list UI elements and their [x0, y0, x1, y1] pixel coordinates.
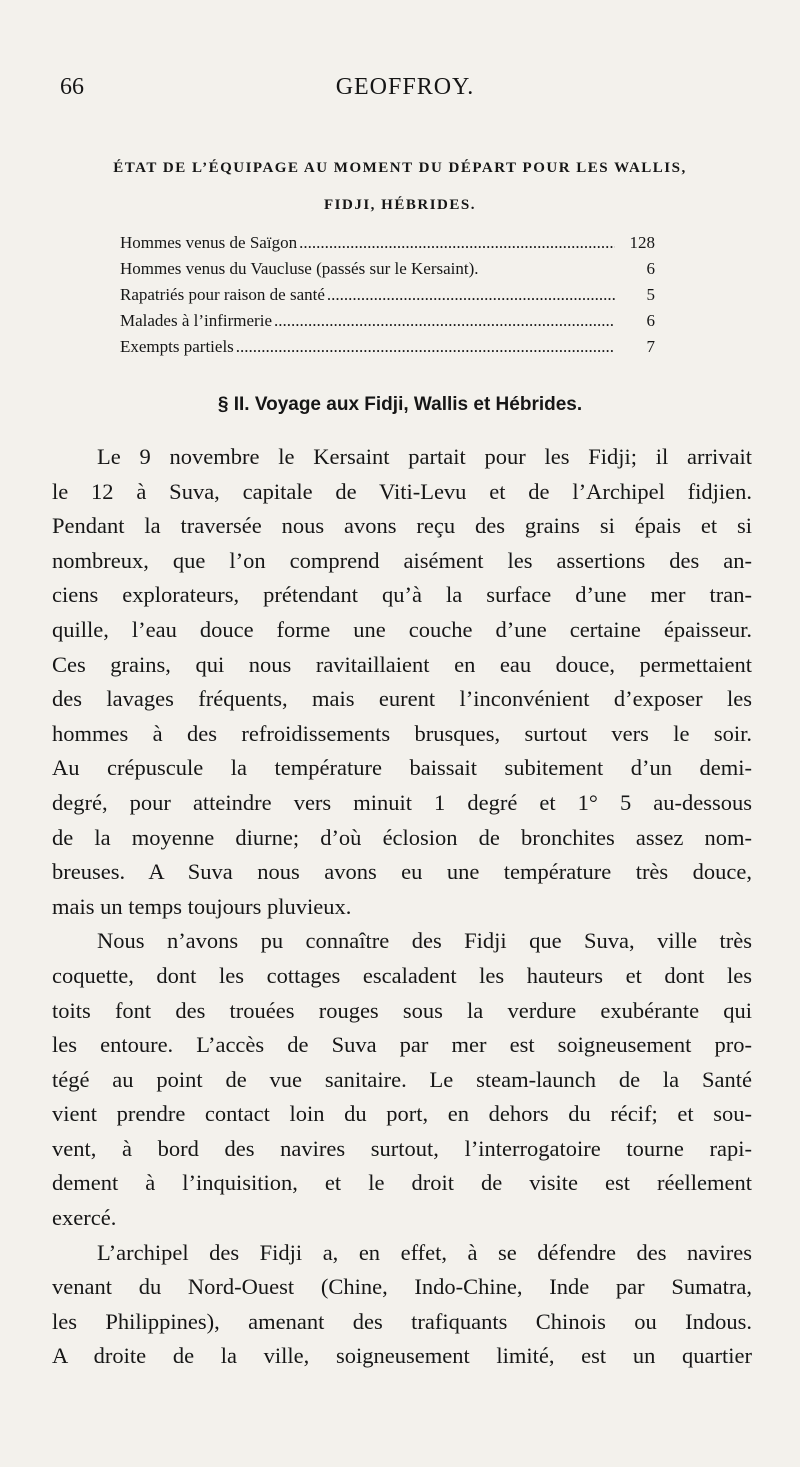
text-line: coquette, dont les cottages escaladent les hauteurs et dont les — [52, 962, 752, 988]
crew-value: 6 — [646, 311, 655, 330]
text-line: hommes à des refroidissements brusques, surtout vers le soir. — [52, 720, 752, 746]
crew-value: 6 — [646, 259, 655, 278]
body-text — [52, 440, 752, 1374]
text-line: de la moyenne diurne; d’où éclosion de bronchites assez nom- — [52, 824, 752, 850]
text-line: tégé au point de vue sanitaire. Le steam-launch de la Santé — [52, 1066, 752, 1092]
crew-value: 5 — [646, 285, 655, 304]
crew-row — [120, 308, 655, 334]
paragraph-2 — [52, 924, 752, 1235]
text-line: les entoure. L’accès de Suva par mer est soigneusement pro- — [52, 1032, 752, 1058]
text-line: quille, l’eau douce forme une couche d’une certaine épaisseur. — [52, 616, 752, 642]
text-line: mais un temps toujours pluvieux. — [52, 893, 352, 919]
section-heading: § II. Voyage aux Fidji, Wallis et Hébrides. — [217, 394, 583, 415]
text-line: Pendant la traversée nous avons reçu des grains si épais et si — [52, 513, 752, 539]
leader-dots — [272, 308, 615, 334]
text-line: L’archipel des Fidji a, en effet, à se défendre des navires — [97, 1239, 752, 1265]
text-line: ciens explorateurs, prétendant qu’à la surface d’une mer tran- — [52, 582, 752, 608]
leader-dots — [234, 334, 615, 360]
crew-row — [120, 282, 655, 308]
table-title-line: FIDJI, HÉBRIDES. — [324, 197, 476, 213]
crew-table — [120, 230, 655, 360]
crew-row — [120, 230, 655, 256]
paragraph-1 — [52, 440, 752, 924]
text-line: venant du Nord-Ouest (Chine, Indo-Chine, Inde par Sumatra, — [52, 1274, 752, 1300]
text-line: Nous n’avons pu connaître des Fidji que Suva, ville très — [97, 928, 752, 954]
table-title — [100, 150, 700, 224]
leader-dots — [297, 230, 615, 256]
table-title-line: ÉTAT DE L’ÉQUIPAGE AU MOMENT DU DÉPART POUR LES WALLIS, — [113, 160, 687, 176]
crew-value: 7 — [646, 337, 655, 356]
text-line: Au crépuscule la température baissait subitement d’un demi- — [52, 755, 752, 781]
text-line: les Philippines), amenant des trafiquants Chinois ou Indous. — [52, 1308, 752, 1334]
text-line: vent, à bord des navires surtout, l’interrogatoire tourne rapi- — [52, 1135, 752, 1161]
crew-label: Rapatriés pour raison de santé — [120, 285, 325, 304]
crew-label: Exempts partiels — [120, 337, 234, 356]
crew-label: Malades à l’infirmerie — [120, 311, 272, 330]
text-line: A droite de la ville, soigneusement limité, est un quartier — [52, 1343, 752, 1369]
crew-value: 128 — [629, 233, 655, 252]
crew-row — [120, 256, 655, 282]
crew-row — [120, 334, 655, 360]
running-head — [60, 74, 750, 110]
text-line: Le 9 novembre le Kersaint partait pour les Fidji; il arrivait — [97, 444, 752, 469]
crew-label: Hommes venus du Vaucluse (passés sur le Kersaint). — [120, 259, 479, 278]
leader-dots — [325, 282, 615, 308]
text-line: toits font des trouées rouges sous la verdure exubérante qui — [52, 997, 752, 1023]
text-line: des lavages fréquents, mais eurent l’inconvénient d’exposer les — [52, 686, 752, 712]
page-number: 66 — [60, 74, 84, 100]
text-line: dement à l’inquisition, et le droit de visite est réellement — [52, 1170, 752, 1196]
text-line: vient prendre contact loin du port, en dehors du récif; et sou- — [52, 1101, 752, 1127]
text-line: le 12 à Suva, capitale de Viti-Levu et de l’Archipel fidjien. — [52, 478, 752, 504]
running-title: GEOFFROY. — [335, 74, 475, 100]
text-line: breuses. A Suva nous avons eu une température très douce, — [52, 859, 752, 885]
paragraph-3 — [52, 1236, 752, 1374]
crew-label: Hommes venus de Saïgon — [120, 233, 298, 252]
text-line: degré, pour atteindre vers minuit 1 degré et 1° 5 au-dessous — [52, 789, 752, 815]
text-line: exercé. — [52, 1205, 117, 1231]
text-line: Ces grains, qui nous ravitaillaient en eau douce, permettaient — [52, 651, 752, 677]
text-line: nombreux, que l’on comprend aisément les assertions des an- — [52, 547, 752, 573]
